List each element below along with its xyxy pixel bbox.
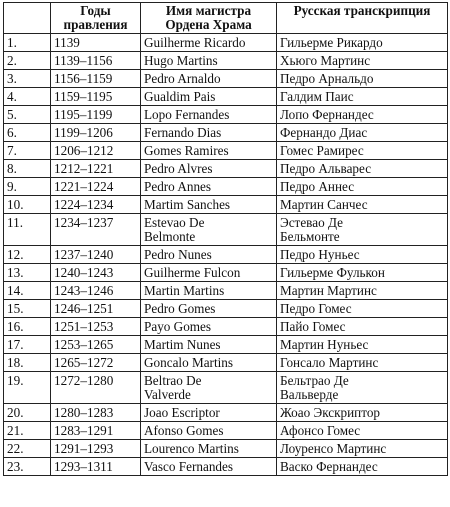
row-years: 1283–1291 — [51, 422, 141, 440]
row-master-name: Martim Sanches — [141, 196, 277, 214]
row-number: 9. — [4, 178, 51, 196]
row-number: 15. — [4, 300, 51, 318]
table-header-row — [4, 3, 448, 34]
row-russian-transcription: Мартин Мартинс — [277, 282, 448, 300]
row-number: 3. — [4, 70, 51, 88]
row-russian-transcription: Мартин Нуньес — [277, 336, 448, 354]
row-master-name: Lopo Fernandes — [141, 106, 277, 124]
row-years: 1272–1280 — [51, 372, 141, 404]
row-russian-transcription: Педро Гомес — [277, 300, 448, 318]
row-number: 6. — [4, 124, 51, 142]
header-years: Годы правления — [51, 3, 141, 34]
row-master-name: Guilherme Fulcon — [141, 264, 277, 282]
row-years: 1293–1311 — [51, 458, 141, 476]
row-master-name: Lourenco Martins — [141, 440, 277, 458]
row-years: 1195–1199 — [51, 106, 141, 124]
table-row — [4, 372, 448, 404]
row-russian-transcription: Гонсало Мартинс — [277, 354, 448, 372]
table-row — [4, 246, 448, 264]
row-number: 12. — [4, 246, 51, 264]
row-russian-transcription: Педро Альварес — [277, 160, 448, 178]
row-master-name: Gualdim Pais — [141, 88, 277, 106]
row-number: 5. — [4, 106, 51, 124]
row-master-name: Pedro Gomes — [141, 300, 277, 318]
row-years: 1237–1240 — [51, 246, 141, 264]
row-russian-transcription: Гильерме Фулькон — [277, 264, 448, 282]
row-years: 1212–1221 — [51, 160, 141, 178]
table-row — [4, 160, 448, 178]
row-years: 1199–1206 — [51, 124, 141, 142]
row-number: 14. — [4, 282, 51, 300]
row-master-name: Hugo Martins — [141, 52, 277, 70]
row-russian-transcription: Жоао Экскриптор — [277, 404, 448, 422]
row-master-name: Goncalo Martins — [141, 354, 277, 372]
row-years: 1246–1251 — [51, 300, 141, 318]
header-russian-transcription: Русская транскрипция — [277, 3, 448, 34]
table-row — [4, 336, 448, 354]
row-russian-transcription: Васко Фернандес — [277, 458, 448, 476]
row-years: 1139 — [51, 34, 141, 52]
row-master-name: Pedro Annes — [141, 178, 277, 196]
row-number: 2. — [4, 52, 51, 70]
table-row — [4, 422, 448, 440]
row-russian-transcription: Фернандо Диас — [277, 124, 448, 142]
table-row — [4, 300, 448, 318]
table-row — [4, 458, 448, 476]
table-row — [4, 214, 448, 246]
row-master-name: Joao Escriptor — [141, 404, 277, 422]
table-body — [4, 34, 448, 476]
table-row — [4, 34, 448, 52]
table-row — [4, 404, 448, 422]
row-number: 16. — [4, 318, 51, 336]
table-row — [4, 318, 448, 336]
row-years: 1206–1212 — [51, 142, 141, 160]
row-master-name: Estevao De Belmonte — [141, 214, 277, 246]
row-years: 1156–1159 — [51, 70, 141, 88]
row-number: 21. — [4, 422, 51, 440]
row-master-name: Vasco Fernandes — [141, 458, 277, 476]
row-russian-transcription: Педро Арнальдо — [277, 70, 448, 88]
row-years: 1291–1293 — [51, 440, 141, 458]
row-years: 1159–1195 — [51, 88, 141, 106]
table-row — [4, 282, 448, 300]
row-russian-transcription: Галдим Паис — [277, 88, 448, 106]
row-years: 1265–1272 — [51, 354, 141, 372]
row-russian-transcription: Педро Аннес — [277, 178, 448, 196]
row-years: 1234–1237 — [51, 214, 141, 246]
row-number: 23. — [4, 458, 51, 476]
table-row — [4, 354, 448, 372]
row-years: 1224–1234 — [51, 196, 141, 214]
row-master-name: Martin Martins — [141, 282, 277, 300]
row-russian-transcription: Мартин Санчес — [277, 196, 448, 214]
row-russian-transcription: Бельтрао Де Вальверде — [277, 372, 448, 404]
table-row — [4, 440, 448, 458]
row-master-name: Martim Nunes — [141, 336, 277, 354]
row-master-name: Pedro Arnaldo — [141, 70, 277, 88]
row-russian-transcription: Хьюго Мартинс — [277, 52, 448, 70]
row-number: 11. — [4, 214, 51, 246]
row-number: 17. — [4, 336, 51, 354]
table-row — [4, 88, 448, 106]
table-row — [4, 264, 448, 282]
row-master-name: Payo Gomes — [141, 318, 277, 336]
row-number: 22. — [4, 440, 51, 458]
row-russian-transcription: Гильерме Рикардо — [277, 34, 448, 52]
row-master-name: Pedro Nunes — [141, 246, 277, 264]
row-number: 19. — [4, 372, 51, 404]
row-russian-transcription: Афонсо Гомес — [277, 422, 448, 440]
table-row — [4, 106, 448, 124]
row-number: 8. — [4, 160, 51, 178]
row-russian-transcription: Лопо Фернандес — [277, 106, 448, 124]
row-years: 1251–1253 — [51, 318, 141, 336]
row-russian-transcription: Пайо Гомес — [277, 318, 448, 336]
row-number: 4. — [4, 88, 51, 106]
row-years: 1139–1156 — [51, 52, 141, 70]
templar-masters-table — [3, 2, 448, 476]
table-row — [4, 124, 448, 142]
table-row — [4, 70, 448, 88]
row-years: 1243–1246 — [51, 282, 141, 300]
row-master-name: Guilherme Ricardo — [141, 34, 277, 52]
row-master-name: Pedro Alvres — [141, 160, 277, 178]
row-master-name: Beltrao De Valverde — [141, 372, 277, 404]
row-master-name: Fernando Dias — [141, 124, 277, 142]
row-master-name: Gomes Ramires — [141, 142, 277, 160]
row-years: 1221–1224 — [51, 178, 141, 196]
row-russian-transcription: Лоуренсо Мартинс — [277, 440, 448, 458]
header-number — [4, 3, 51, 34]
row-years: 1240–1243 — [51, 264, 141, 282]
row-russian-transcription: Педро Нуньес — [277, 246, 448, 264]
header-master-name: Имя магистра Ордена Храма — [141, 3, 277, 34]
row-number: 7. — [4, 142, 51, 160]
row-number: 10. — [4, 196, 51, 214]
row-number: 1. — [4, 34, 51, 52]
table-row — [4, 52, 448, 70]
row-number: 13. — [4, 264, 51, 282]
row-years: 1280–1283 — [51, 404, 141, 422]
row-master-name: Afonso Gomes — [141, 422, 277, 440]
row-number: 18. — [4, 354, 51, 372]
row-russian-transcription: Гомес Рамирес — [277, 142, 448, 160]
table-row — [4, 142, 448, 160]
table-row — [4, 178, 448, 196]
row-russian-transcription: Эстевао Де Бельмонте — [277, 214, 448, 246]
table-row — [4, 196, 448, 214]
row-number: 20. — [4, 404, 51, 422]
row-years: 1253–1265 — [51, 336, 141, 354]
